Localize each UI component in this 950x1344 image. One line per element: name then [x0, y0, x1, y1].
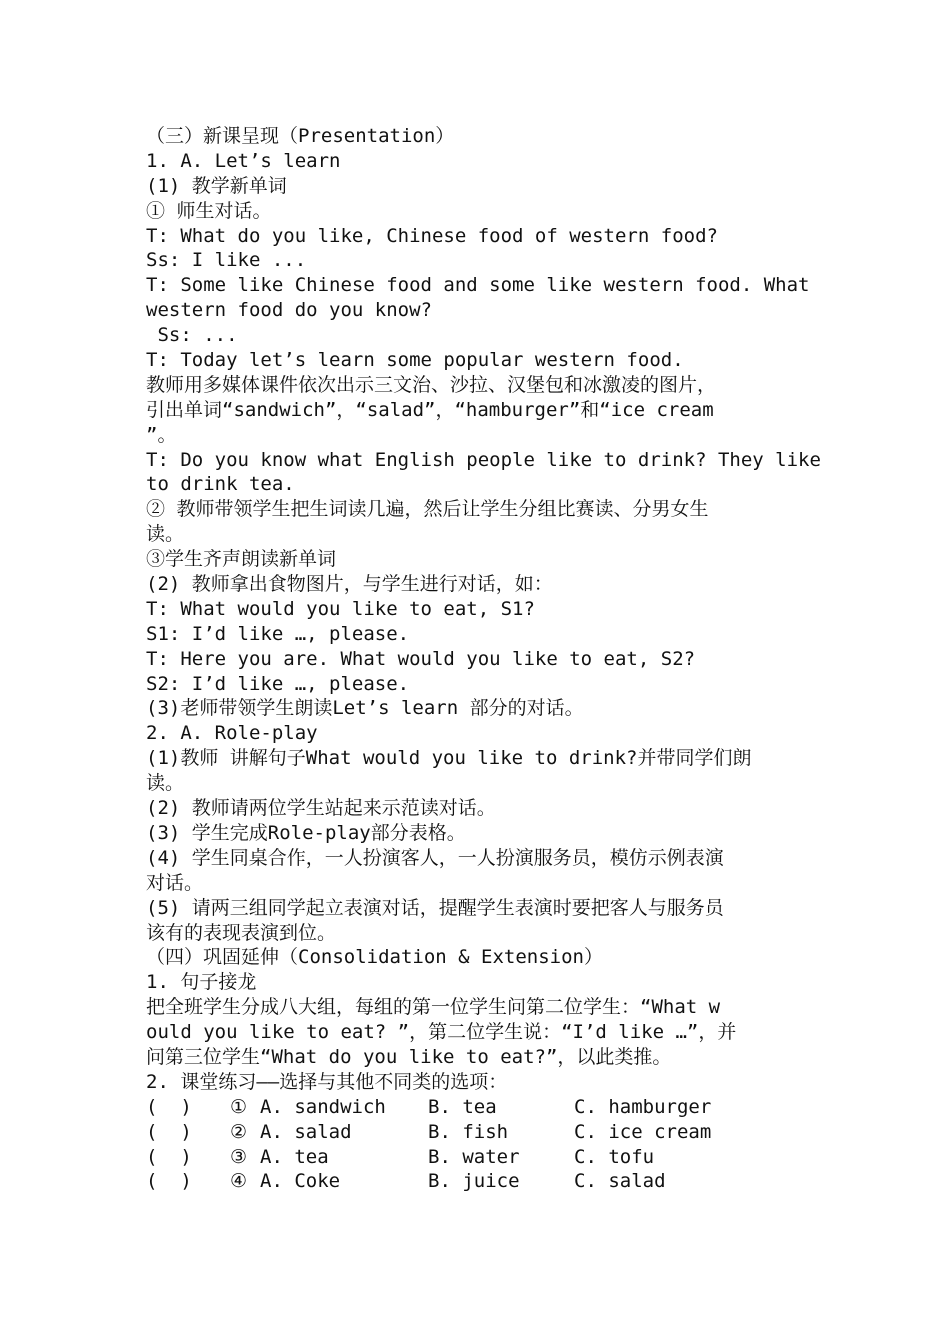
- exercise-row: [146, 1120, 810, 1145]
- option-a: A. salad: [260, 1120, 352, 1143]
- text-line: T: What would you like to eat, S1?: [146, 597, 535, 620]
- text-line: 读。: [146, 523, 185, 546]
- answer-blank: ( ): [146, 1120, 192, 1143]
- question-number: ④: [230, 1170, 248, 1193]
- option-c: C. salad: [574, 1170, 666, 1193]
- option-b: B. tea: [428, 1095, 497, 1118]
- exercise-row: [146, 1095, 810, 1120]
- text-line: ould you like to eat? ”，第二位学生说：“I’d like …”，并: [146, 1021, 737, 1044]
- option-b: B. water: [428, 1145, 520, 1168]
- answer-blank: ( ): [146, 1095, 192, 1118]
- text-line: （四）巩固延伸（Consolidation & Extension）: [146, 946, 603, 969]
- text-line: 教师用多媒体课件依次出示三文治、沙拉、汉堡包和冰激凌的图片，: [146, 373, 717, 396]
- option-b: B. fish: [428, 1120, 509, 1143]
- text-line: 1. 句子接龙: [146, 971, 257, 994]
- text-line: (3)老师带领学生朗读Let’s learn 部分的对话。: [146, 697, 584, 720]
- text-line: (2) 教师拿出食物图片，与学生进行对话，如：: [146, 573, 553, 596]
- option-c: C. ice cream: [574, 1120, 712, 1143]
- text-line: 2. A. Role-play: [146, 722, 318, 745]
- text-line: western food do you know?: [146, 299, 432, 322]
- question-number: ①: [230, 1095, 248, 1118]
- option-c: C. tofu: [574, 1145, 655, 1168]
- text-line: 读。: [146, 772, 185, 795]
- text-line: 把全班学生分成八大组，每组的第一位学生问第二位学生：“What w: [146, 996, 721, 1019]
- text-line: (2) 教师请两位学生站起来示范读对话。: [146, 797, 496, 820]
- document-page: [146, 124, 821, 1194]
- text-line: 1. A. Let’s learn: [146, 149, 341, 172]
- text-line: (4) 学生同桌合作，一人扮演客人，一人扮演服务员，模仿示例表演: [146, 846, 724, 869]
- text-line: (1) 教学新单词: [146, 174, 287, 197]
- text-line: ③学生齐声朗读新单词: [146, 548, 337, 571]
- text-line: T: What do you like, Chinese food of western food?: [146, 224, 718, 247]
- text-line: （三）新课呈现（Presentation）: [146, 125, 455, 147]
- text-line: 对话。: [146, 871, 204, 894]
- exercise-list: [146, 1095, 810, 1195]
- exercise-row: [146, 1145, 810, 1170]
- document-body: [146, 124, 821, 1095]
- text-line: ”。: [146, 423, 177, 446]
- text-line: ① 师生对话。: [146, 199, 272, 222]
- text-line: T: Some like Chinese food and some like western food. What: [146, 274, 810, 297]
- option-a: A. sandwich: [260, 1095, 386, 1118]
- text-line: 问第三位学生“What do you like to eat?”，以此类推。: [146, 1045, 672, 1068]
- text-line: T: Today let’s learn some popular western food.: [146, 349, 684, 372]
- text-line: S2: I’d like …, please.: [146, 672, 410, 695]
- text-line: Ss: ...: [146, 324, 238, 347]
- option-c: C. hamburger: [574, 1095, 712, 1118]
- question-number: ③: [230, 1145, 248, 1168]
- text-line: T: Here you are. What would you like to eat, S2?: [146, 647, 696, 670]
- answer-blank: ( ): [146, 1170, 192, 1193]
- text-line: (1)教师 讲解句子What would you like to drink?并带同学们朗: [146, 747, 752, 770]
- text-line: 该有的表现表演到位。: [146, 921, 337, 944]
- text-line: 引出单词“sandwich”，“salad”，“hamburger”和“ice cream: [146, 398, 714, 421]
- option-a: A. tea: [260, 1145, 329, 1168]
- text-line: S1: I’d like …, please.: [146, 622, 410, 645]
- option-a: A. Coke: [260, 1170, 341, 1193]
- text-line: ② 教师带领学生把生词读几遍，然后让学生分组比赛读、分男女生: [146, 498, 709, 521]
- text-line: T: Do you know what English people like to drink? They like: [146, 448, 821, 471]
- answer-blank: ( ): [146, 1145, 192, 1168]
- text-line: (3) 学生完成Role-play部分表格。: [146, 821, 466, 844]
- option-b: B. juice: [428, 1170, 520, 1193]
- text-line: (5) 请两三组同学起立表演对话，提醒学生表演时要把客人与服务员: [146, 896, 724, 919]
- exercise-row: [146, 1169, 810, 1194]
- question-number: ②: [230, 1120, 248, 1143]
- text-line: to drink tea.: [146, 473, 295, 496]
- text-line: 2. 课堂练习——选择与其他不同类的选项：: [146, 1070, 508, 1093]
- text-line: Ss: I like ...: [146, 249, 307, 272]
